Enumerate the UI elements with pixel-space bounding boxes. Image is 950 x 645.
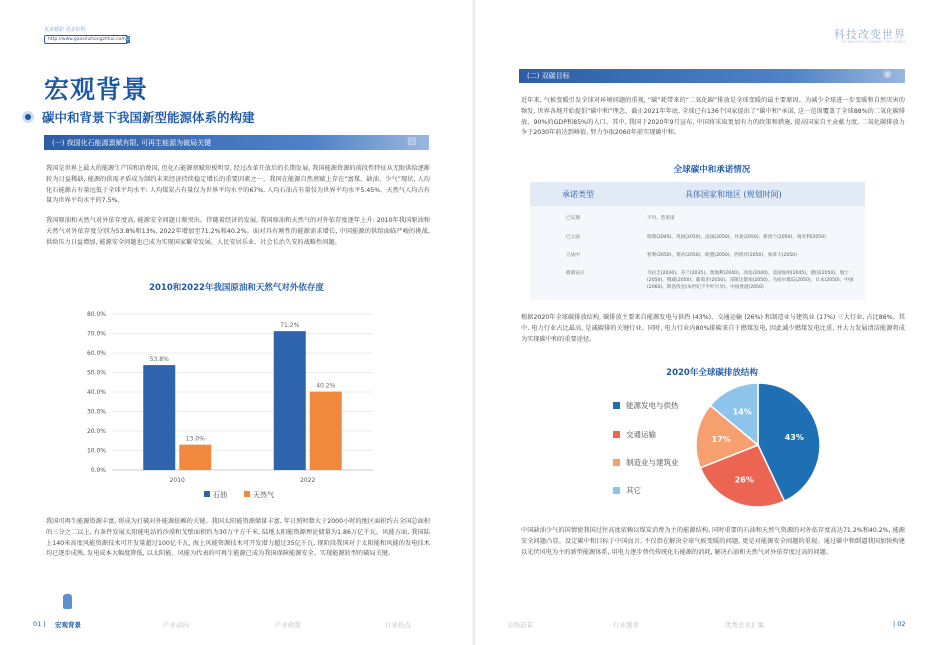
nav-item-market[interactable]: 市场前景 (507, 620, 533, 629)
legend-label: 石油 (213, 491, 227, 499)
legend-label: 能源发电与供热 (626, 401, 679, 410)
legend-label: 天然气 (253, 491, 274, 499)
table-cell-type: 政策宣示 (566, 271, 585, 276)
nav-item-hot-topics[interactable]: 行业热点 (385, 620, 411, 629)
legend-label: 制造业与建筑业 (626, 458, 679, 467)
bar-chart-title: 2010和2022年我国原油和天然气对外依存度 (149, 283, 324, 293)
bottle-icon (63, 594, 72, 609)
brand-title: 科技改变世界 (834, 28, 906, 41)
paragraph-5: 根据2020年全球碳排放结构, 碳排放主要来自能源发电与供热 (43%)、交通运输 (26%) 和制造业与建筑业 (17%) 三大行业, 占比86%。其中, 电力行业占比最高, 是减碳排的关键行业。同时, 电力行业内80%排碳来自于燃煤发电, 因此减少燃煤发电比重, 并大力发展清洁能源将成为实现碳中和的重要途径。 (521, 314, 905, 343)
pie-legend-item (613, 485, 641, 496)
table-cell-detail: 不丹、苏里南 (647, 216, 675, 221)
table-cell-type: 已立法 (566, 235, 580, 240)
table-header (530, 182, 865, 206)
paragraph-1: 我国是世界上最大的能源生产国和消费国, 但化石能源禀赋短板明显, 经过改革开放后的长期发展, 我国能源资源的前段性特征从无限供给逐渐转为日益稀缺, 能源的供需矛盾成为制约未来经济持续稳定增长的重要因素之一。我国在能源自然禀赋上存在“富煤、缺油、少气”现状, 人均化石能源占有量远低于全球平均水平: 人均煤炭占有量仅为世界平均水平的67%, 人均石油占有量仅为世界平均水平5.45%、天然气人均占有量为世界平均水平的7.5%。 (46, 165, 430, 205)
brand-subtitle: TECHNOLOGY CHANGES THE WORLD (841, 40, 906, 44)
page-number-right: | 02 (893, 620, 906, 628)
legend-swatch (244, 491, 250, 497)
y-tick-label: 80.0% (86, 311, 106, 318)
y-tick-label: 60.0% (86, 350, 106, 357)
bullet-icon (22, 111, 34, 123)
paragraph-3: 我国可再生能源资源丰富, 将成为打破对外能源依赖的关键。我国太阳能资源储量丰富, 年日照时数大于2000小时的地区面积约占全国总面积的三分之二以上, 有条件发展太阳能电站的沙漠和戈壁面积约为30万平方千米, 陆地太阳能资源理论储量为1.86万亿千瓦。风能方面, 我国陆上140米高度风能资源技术可开发量超过100亿千瓦, 海上风能资源技术可开发潜力超过35亿千瓦, 现阶段我国对于太阳能和风能的发电技术均已逐步成熟, 发电成本大幅度降低, 以太阳能、风能为代表的可再生能源已成为我国保障能源安全、实现能源转型的破局关键。 (46, 518, 430, 558)
pie-label: 14% (732, 407, 752, 417)
header-tagline: 更多精彩 更多好料 (44, 27, 86, 33)
data-label: 71.2% (280, 322, 300, 330)
data-label: 40.2% (316, 382, 336, 390)
section-title: 碳中和背景下我国新型能源体系的构建 (42, 110, 255, 125)
pie-legend-item (613, 457, 679, 468)
footer-nav-right (495, 617, 920, 631)
url-search-box[interactable] (44, 35, 131, 44)
nav-item-frequency[interactable]: 行业频率 (613, 620, 639, 629)
legend-swatch (613, 431, 620, 438)
pie-chart (693, 380, 823, 510)
legend-swatch (204, 491, 210, 497)
pie-legend-item (613, 400, 679, 411)
table-cell-detail: 乌拉圭(2030)、芬兰(2035)、奥地利(2040)、冰岛(2040)、美国加州(2045)、德国(2050)、瑞士(2050)、挪威(2050)、葡萄牙(2050)、哥斯达黎加(2050)、马绍尔群岛(2050)、日本(2050)、中国(2060)、斯洛伐克(本世纪下半叶尽早)、中国香港(2050) (647, 271, 854, 290)
commitment-table (530, 182, 865, 300)
subsection-title-2: (二) 双碳目标 (527, 72, 570, 80)
y-tick-label: 40.0% (86, 389, 106, 396)
bar (143, 365, 175, 470)
bar (179, 445, 211, 470)
footer-nav (33, 617, 453, 631)
y-tick-label: 70.0% (86, 330, 106, 338)
legend-swatch (613, 459, 620, 466)
table-header-type: 承诺类型 (562, 190, 594, 199)
pie-label: 26% (734, 475, 754, 485)
table-title: 全球碳中和承诺情况 (673, 165, 751, 175)
table-cell-type: 立法中 (566, 253, 580, 258)
y-tick-label: 50.0% (86, 369, 106, 377)
legend-swatch (613, 487, 620, 494)
bar (310, 392, 342, 470)
y-tick-label: 10.0% (86, 447, 106, 455)
pie-label: 43% (784, 432, 804, 442)
paragraph-2: 我国原油和天然气对外依存度高, 能源安全问题日渐突出。伴随着经济的发展, 我国原油和天然气的对外依存度逐年上升: 2010年我国原油和天然气对外依存度分别为53.8%和13%, 2022年增加至71.2%和40.2%。面对具有刚性的能源需求增长, 中国能源的供给面临严峻的挑战, 供给压力日益增加, 能源安全问题也已成为实现国家繁荣发展、人民安居乐业、社会长治久安的战略性问题。 (46, 217, 430, 246)
globe-icon: ◉ (883, 69, 892, 80)
page-number: 01 | (33, 620, 46, 628)
legend-swatch (613, 402, 620, 409)
pie-label: 17% (711, 435, 731, 445)
subsection-bar-2 (519, 69, 905, 83)
bar-chart (78, 298, 378, 508)
search-icon[interactable]: ⚲ (125, 36, 131, 43)
nav-item-macro[interactable]: 宏观背景 (55, 620, 81, 629)
page-title: 宏观背景 (44, 75, 149, 104)
legend-label: 交通运输 (626, 430, 656, 439)
legend-label: 其它 (626, 486, 641, 495)
vehicle-icon: ▧ (407, 136, 417, 147)
nav-item-companies[interactable]: 优秀企业汇编 (725, 620, 764, 629)
y-tick-label: 30.0% (86, 408, 106, 416)
table-cell-type: 已实现 (566, 216, 580, 221)
pie-chart-title: 2020年全球碳排放结构 (666, 368, 758, 378)
x-tick-label: 2010 (169, 477, 185, 484)
table-cell-detail: 瑞典(2045)、英国(2050)、法国(2050)、丹麦(2050)、新西兰(2050)、匈牙利(2050) (647, 235, 826, 240)
y-tick-label: 20.0% (86, 428, 106, 435)
paragraph-6: 中国缺油少气的国情使我国过往高度依赖以煤炭消费为主的能源结构, 同时重要的石油和天然气资源的对外依存度高达71.2%和40.2%, 能源安全问题凸显。设定碳中和目标于中国而言, 不仅指在解决全球气候变暖的问题, 更是对能源安全问题的重视。通过碳中和倒逼我国加快构建以光伏风电为主的新型能源体系, 用电力逐步替代传统化石能源的消耗, 解决石油和天然气对外依存度过高的问题。 (521, 527, 905, 556)
pie-legend-item (613, 429, 656, 440)
x-tick-label: 2022 (300, 477, 316, 484)
nav-item-industry-policy[interactable]: 产业政策 (275, 620, 301, 629)
data-label: 13.0% (185, 435, 205, 443)
section-heading (22, 108, 255, 126)
bar (274, 331, 306, 470)
table-cell-detail: 智利(2050)、斐济(2050)、欧盟(2050)、西班牙(2050)、加拿大(2050) (647, 253, 797, 258)
nav-item-industry-trend[interactable]: 产业动向 (163, 620, 189, 629)
paragraph-4: 近年来, 气候变暖引发全球对环境问题的重视, “碳”耗带来的“二氧化碳”排放是全球变暖的最主要原因。为减少全球进一步变暖和自然灾害的频发, 世界各地开始提倡“碳中和”理念。截止2021年年底, 全球已有136个国家提出了“碳中和”承诺, 这一范围覆盖了全球88%的二氧化碳排放、90%的GDP和85%的人口。其中, 我国于2020年9月宣布, 中国将采取更加有力的政策和措施, 提高国家自主贡献力度, 二氧化碳排放力争于2030年前达到峰值, 努力争取2060年前实现碳中和。 (521, 97, 905, 137)
subsection-title: (一) 我国化石能源禀赋有限, 可再生能源为破局关键 (52, 138, 212, 147)
y-tick-label: 0.0% (90, 467, 106, 474)
url-text: http://www.gaoxinzhongzhhui.com (48, 37, 126, 42)
data-label: 53.8% (149, 356, 169, 364)
subsection-bar (44, 135, 429, 150)
table-header-detail: 具体国家和地区 (规划时间) (685, 190, 782, 199)
